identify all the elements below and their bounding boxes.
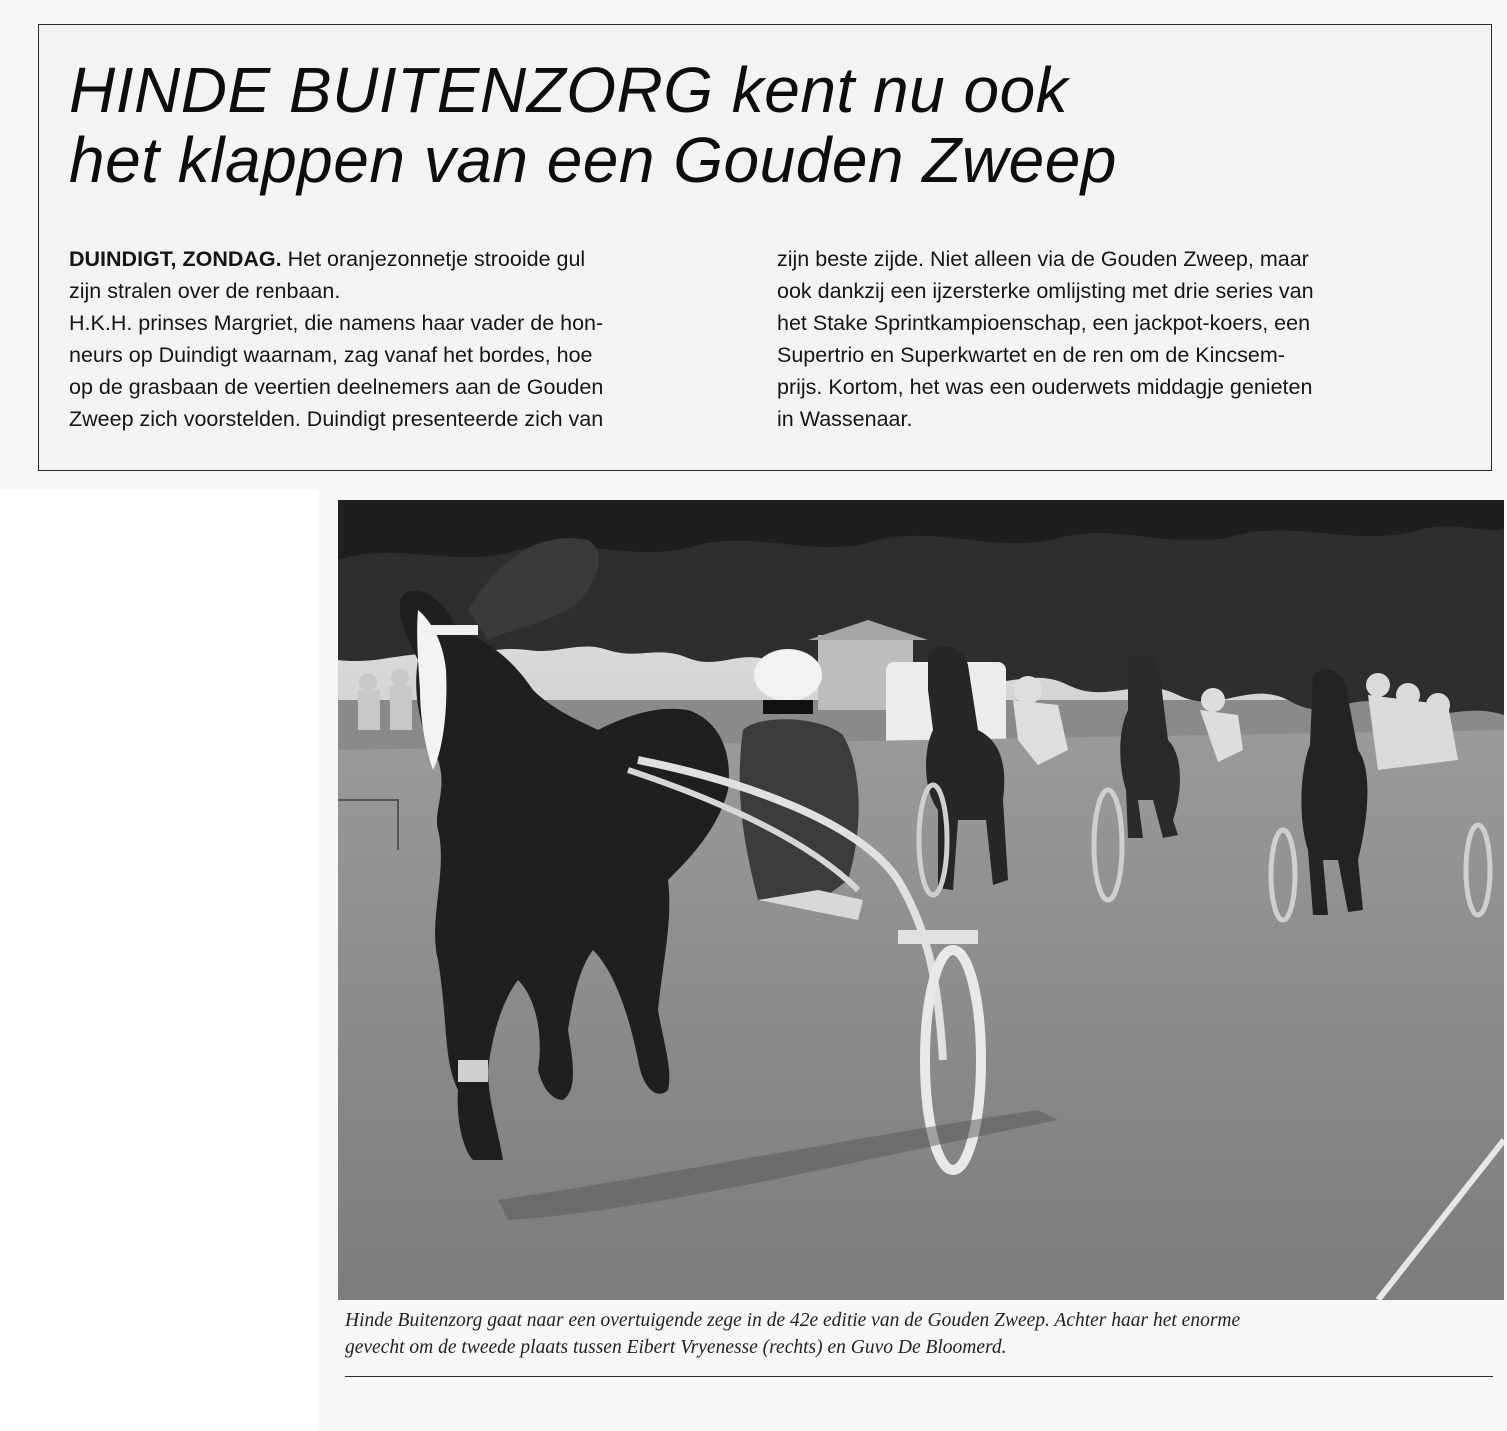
headline (69, 55, 1469, 195)
column-line: prijs. Kortom, het was een ouderwets middagje genieten (777, 375, 1313, 399)
driver-goggles (763, 700, 813, 714)
column-line: Supertrio en Superkwartet en de ren om de Kincsem- (777, 343, 1285, 367)
column-line: zijn beste zijde. Niet alleen via de Gouden Zweep, maar (777, 247, 1309, 271)
bottom-divider (345, 1376, 1493, 1377)
column-line: H.K.H. prinses Margriet, die namens haar vader de hon- (69, 311, 604, 335)
driver-helmet (754, 649, 822, 701)
column-line-text: Het oranjezonnetje strooide gul (281, 247, 586, 271)
column-line: zijn stralen over de renbaan. (69, 279, 341, 303)
caption-line: Hinde Buitenzorg gaat naar een overtuigende zege in de 42e editie van de Gouden Zweep. Achter haar het enorme (345, 1310, 1241, 1331)
blank-margin (0, 490, 318, 1431)
driver-silks (740, 719, 859, 910)
photo-caption (345, 1307, 1495, 1361)
article-column-left (69, 243, 759, 435)
article-box (38, 24, 1492, 471)
photo-illustration (338, 500, 1504, 1300)
boot (458, 1060, 488, 1082)
bridle (423, 625, 478, 635)
dateline: DUINDIGT, ZONDAG. (69, 247, 282, 271)
column-line: op de grasbaan de veertien deelnemers aan de Gouden (69, 375, 604, 399)
column-line: Zweep zich voorstelden. Duindigt presenteerde zich van (69, 407, 604, 431)
article-column-right (777, 243, 1477, 435)
sulky-frame (898, 930, 978, 944)
column-line: het Stake Sprintkampioenschap, een jackpot-koers, een (777, 311, 1311, 335)
column-line (69, 243, 759, 275)
caption-line: gevecht om de tweede plaats tussen Eibert Vryenesse (rechts) en Guvo De Bloomerd. (345, 1337, 1007, 1358)
column-line: ook dankzij een ijzersterke omlijsting met drie series van (777, 279, 1314, 303)
headline-line-1: HINDE BUITENZORG kent nu ook (69, 54, 1069, 126)
column-line: in Wassenaar. (777, 407, 913, 431)
harness-racing-photo (338, 500, 1504, 1300)
headline-line-2: het klappen van een Gouden Zweep (69, 124, 1117, 196)
column-line: neurs op Duindigt waarnam, zag vanaf het bordes, hoe (69, 343, 593, 367)
